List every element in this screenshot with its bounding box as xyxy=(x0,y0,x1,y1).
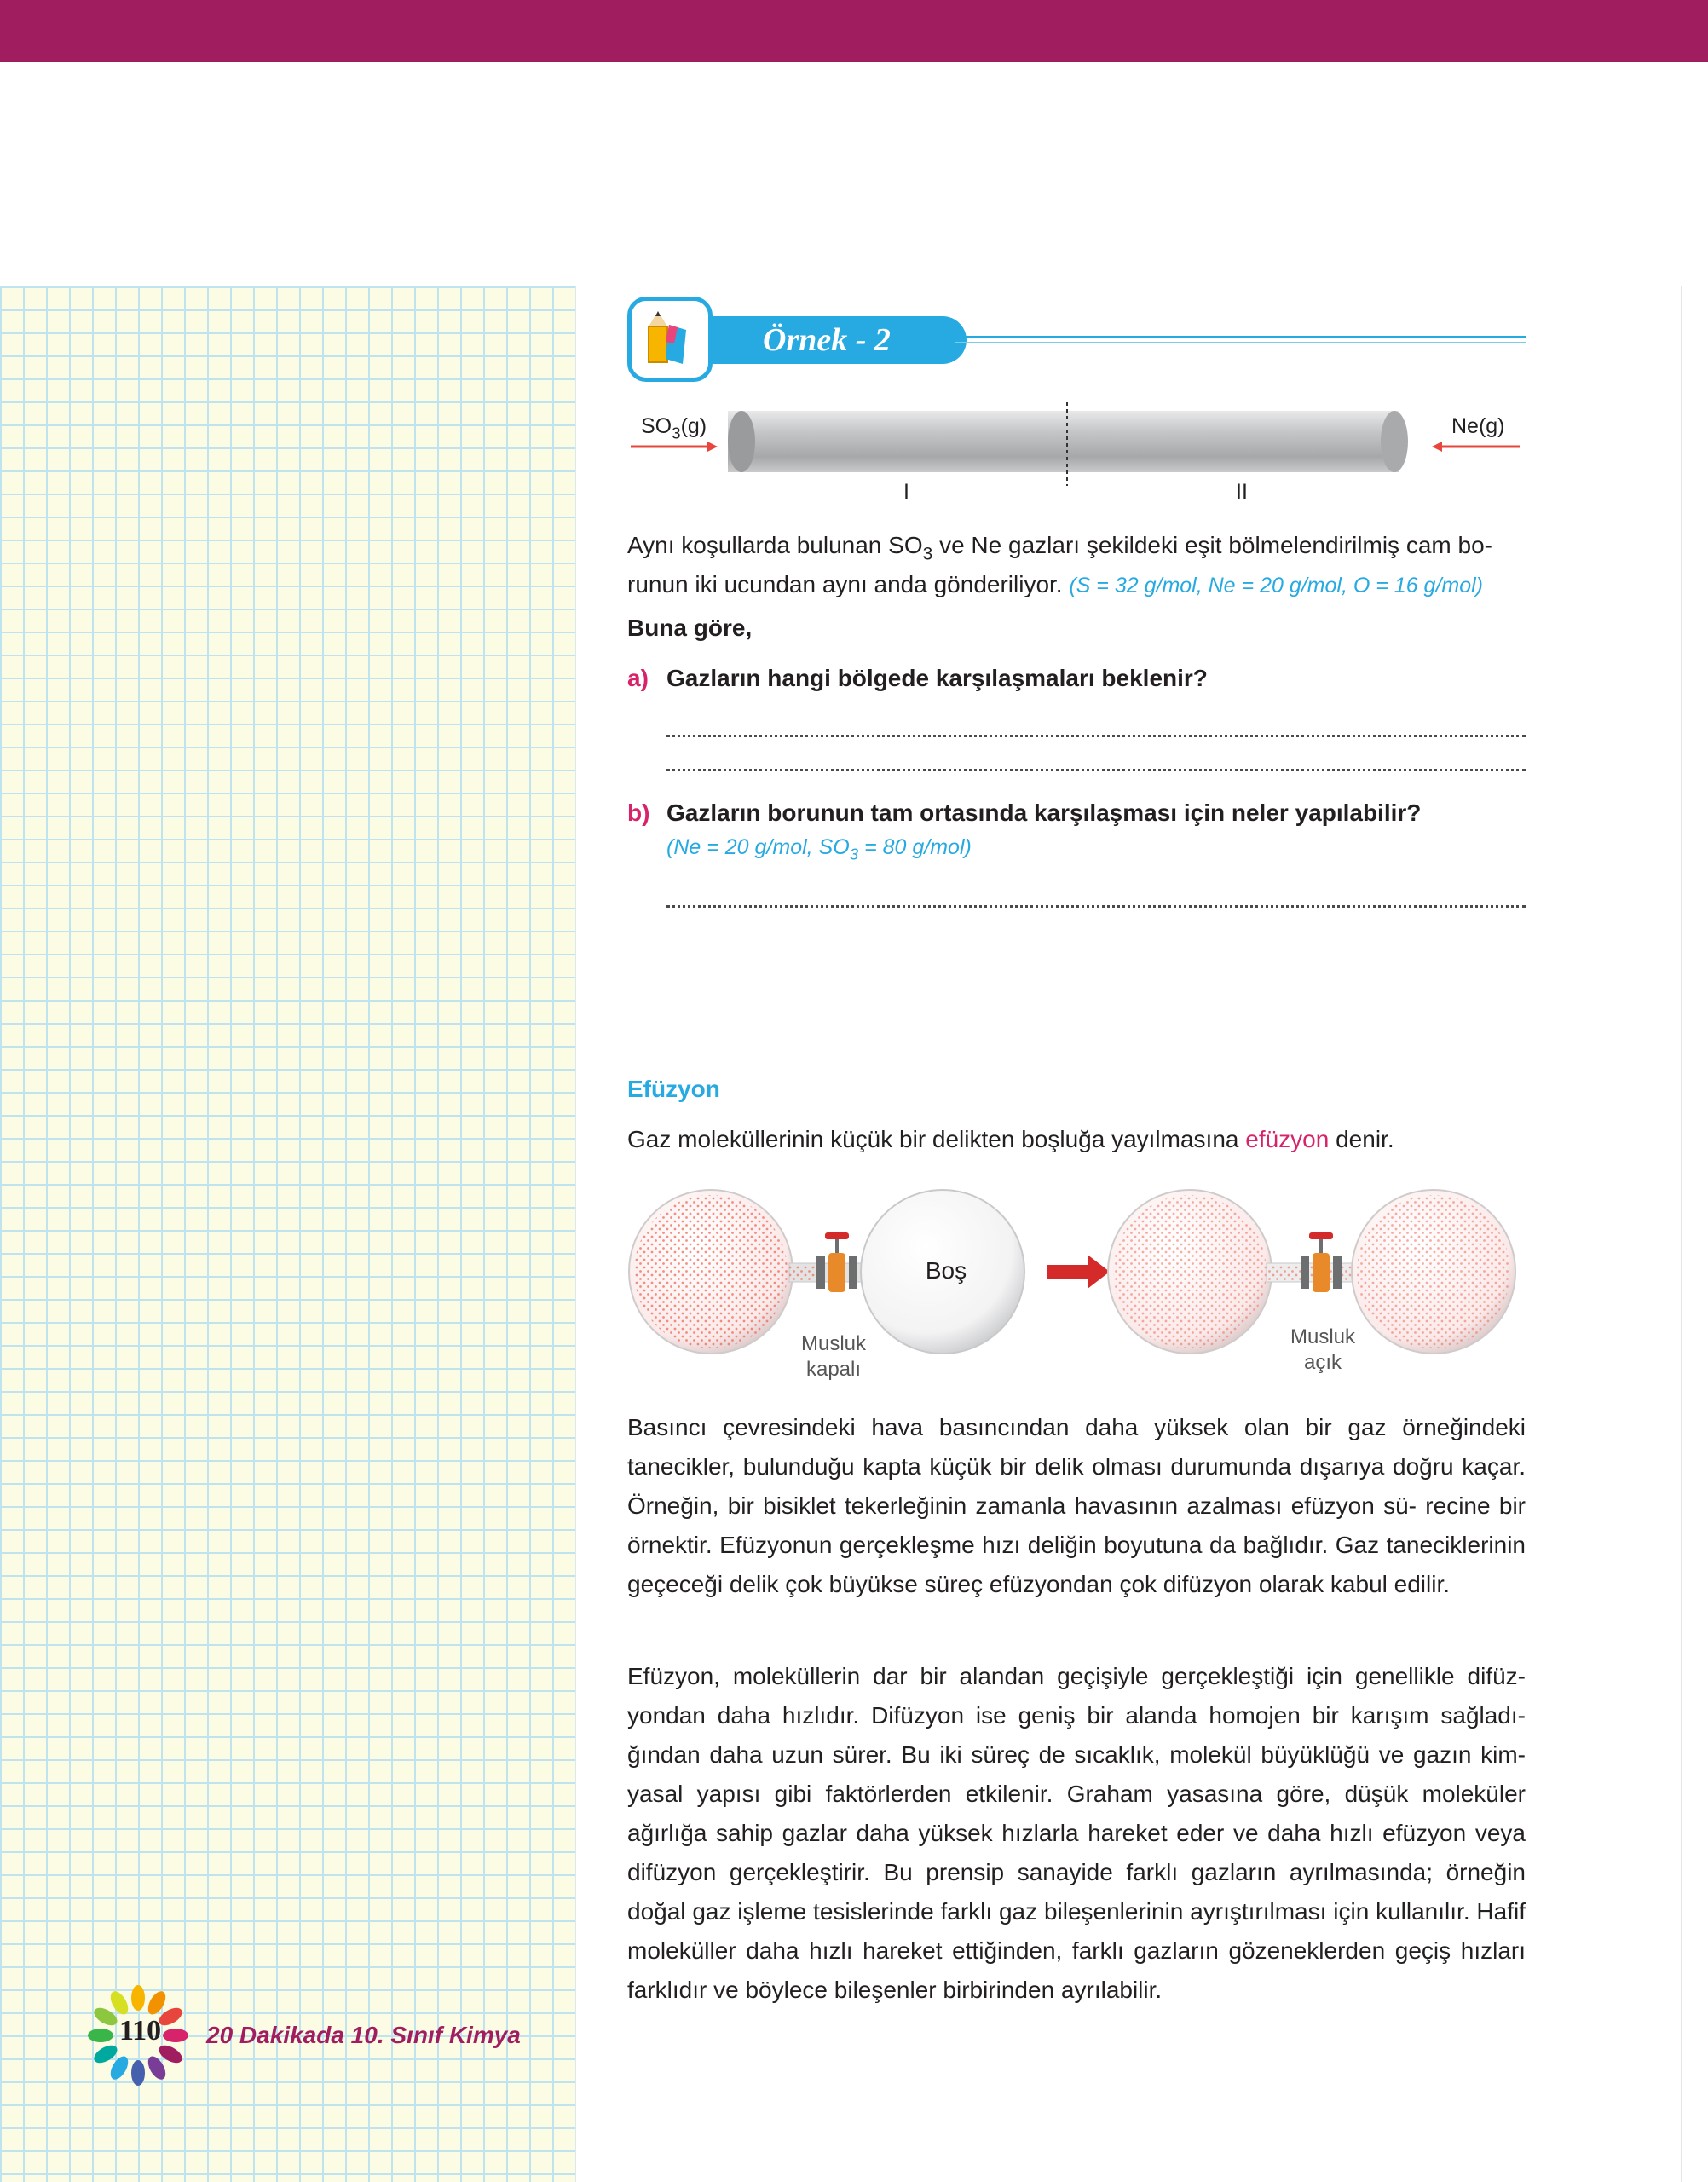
right-margin-line xyxy=(1681,286,1682,2182)
example-intro: Aynı koşullarda bulunan $SO_3$ ve Ne gazları şekildeki eşit bölmelendirilmiş cam bo- runun iki ucundan aynı anda gönderiliyor. (S = 32 g/mol, Ne = 20 g/mol, O = 16 g/mol) xyxy=(627,532,1492,597)
section-title-efuzyon: Efüzyon xyxy=(627,1076,720,1102)
empty-label: Boş xyxy=(925,1257,967,1284)
top-color-bar xyxy=(0,0,1708,62)
molar-mass-hint: (S = 32 g/mol, Ne = 20 g/mol, O = 16 g/mol) xyxy=(1069,574,1484,597)
left-arrow xyxy=(631,442,718,452)
left-gas-label: $SO_3(g)$ xyxy=(641,414,707,442)
flask-right-b xyxy=(1352,1190,1515,1354)
header-rule xyxy=(955,336,1526,338)
effusion-figure xyxy=(627,1181,1526,1377)
answer-line-a2 xyxy=(666,769,1526,771)
right-gas-label: Ne(g) xyxy=(1451,414,1505,438)
tube-left-end xyxy=(728,411,755,472)
question-a-text: Gazların hangi bölgede karşılaşmaları beklenir? xyxy=(666,665,1208,691)
answer-line-b xyxy=(666,905,1526,908)
question-b-letter: b) xyxy=(627,799,650,826)
efuzyon-term: efüzyon xyxy=(1245,1126,1330,1152)
region-label-2: II xyxy=(1236,480,1248,504)
book-title: 20 Dakikada 10. Sınıf Kimya xyxy=(206,2022,521,2048)
answer-line-a1 xyxy=(666,735,1526,737)
example-title: Örnek - 2 xyxy=(763,322,891,358)
right-arrow xyxy=(1432,442,1520,452)
valve-open xyxy=(1301,1232,1342,1292)
question-a-letter: a) xyxy=(627,665,649,691)
flask-right-a xyxy=(1108,1190,1272,1354)
graph-paper-margin xyxy=(0,286,576,2182)
tube-right-end xyxy=(1381,411,1408,472)
effusion-definition: Gaz moleküllerinin küçük bir delikten boşluğa yayılmasına efüzyon denir. xyxy=(627,1126,1394,1152)
question-b-text: Gazların borunun tam ortasında karşılaşması için neler yapılabilir? xyxy=(666,799,1422,826)
pencil-eraser-icon xyxy=(627,297,713,382)
header-rule-thin xyxy=(955,342,1526,343)
valve-closed-label: Musluk kapalı xyxy=(800,1332,867,1381)
valve-closed xyxy=(816,1232,857,1292)
tube-body xyxy=(728,411,1399,472)
glass-tube-figure xyxy=(627,401,1526,494)
question-lead: Buna göre, xyxy=(627,615,753,641)
question-b-hint: (Ne = 20 g/mol, $SO_3 = 80$ g/mol) xyxy=(666,835,972,863)
region-label-1: I xyxy=(903,480,909,504)
process-arrow xyxy=(1047,1255,1110,1289)
page-number: 110 xyxy=(119,2015,162,2046)
full-flask-left xyxy=(629,1190,793,1354)
effusion-paragraph-2: Efüzyon, moleküllerin dar bir alandan geçişiyle gerçekleştiği için genellikle difüz- yondan daha hızlıdır. Difüzyon ise geniş bir alanda homojen bir karışım sağladı- ğından daha uzun sürer. Bu iki süreç de sıcaklık, molekül büyüklüğü ve gazın kim- yasal yapısı gibi faktörlerden etkilenir. Graham yasasına göre, düşük moleküler ağırlığa sahip gazlar daha yüksek hızlarla hareket eder ve daha hızlı efüzyon veya difüzyon gerçekleştirir. Bu prensip sanayide farklı gazların ayrılmasında; örneğin doğal gaz işleme tesislerinde farklı gaz bileşenlerinin ayrıştırılması için kullanılır. Hafif moleküller daha hızlı hareket ettiğinden, farklı gazların gözeneklerden geçiş hızları farklıdır ve böylece bileşenler birbirinden ayrılabilir. xyxy=(627,1663,1526,2003)
effusion-paragraph-1: Basıncı çevresindeki hava basıncından daha yüksek olan bir gaz örneğindeki tanecikler, bulunduğu kapta küçük bir delik olması durumunda dışarıya doğru kaçar. Örneğin, bir bisiklet tekerleğinin zamanla havasının azalması efüzyon sü- recine bir örnektir. Efüzyonun gerçekleşme hızı deliğin boyutuna da bağlıdır. Gaz taneciklerinin geçeceği delik çok büyükse süreç efüzyondan çok difüzyon olarak kabul edilir. xyxy=(627,1414,1526,1597)
valve-open-label: Musluk açık xyxy=(1290,1325,1356,1374)
